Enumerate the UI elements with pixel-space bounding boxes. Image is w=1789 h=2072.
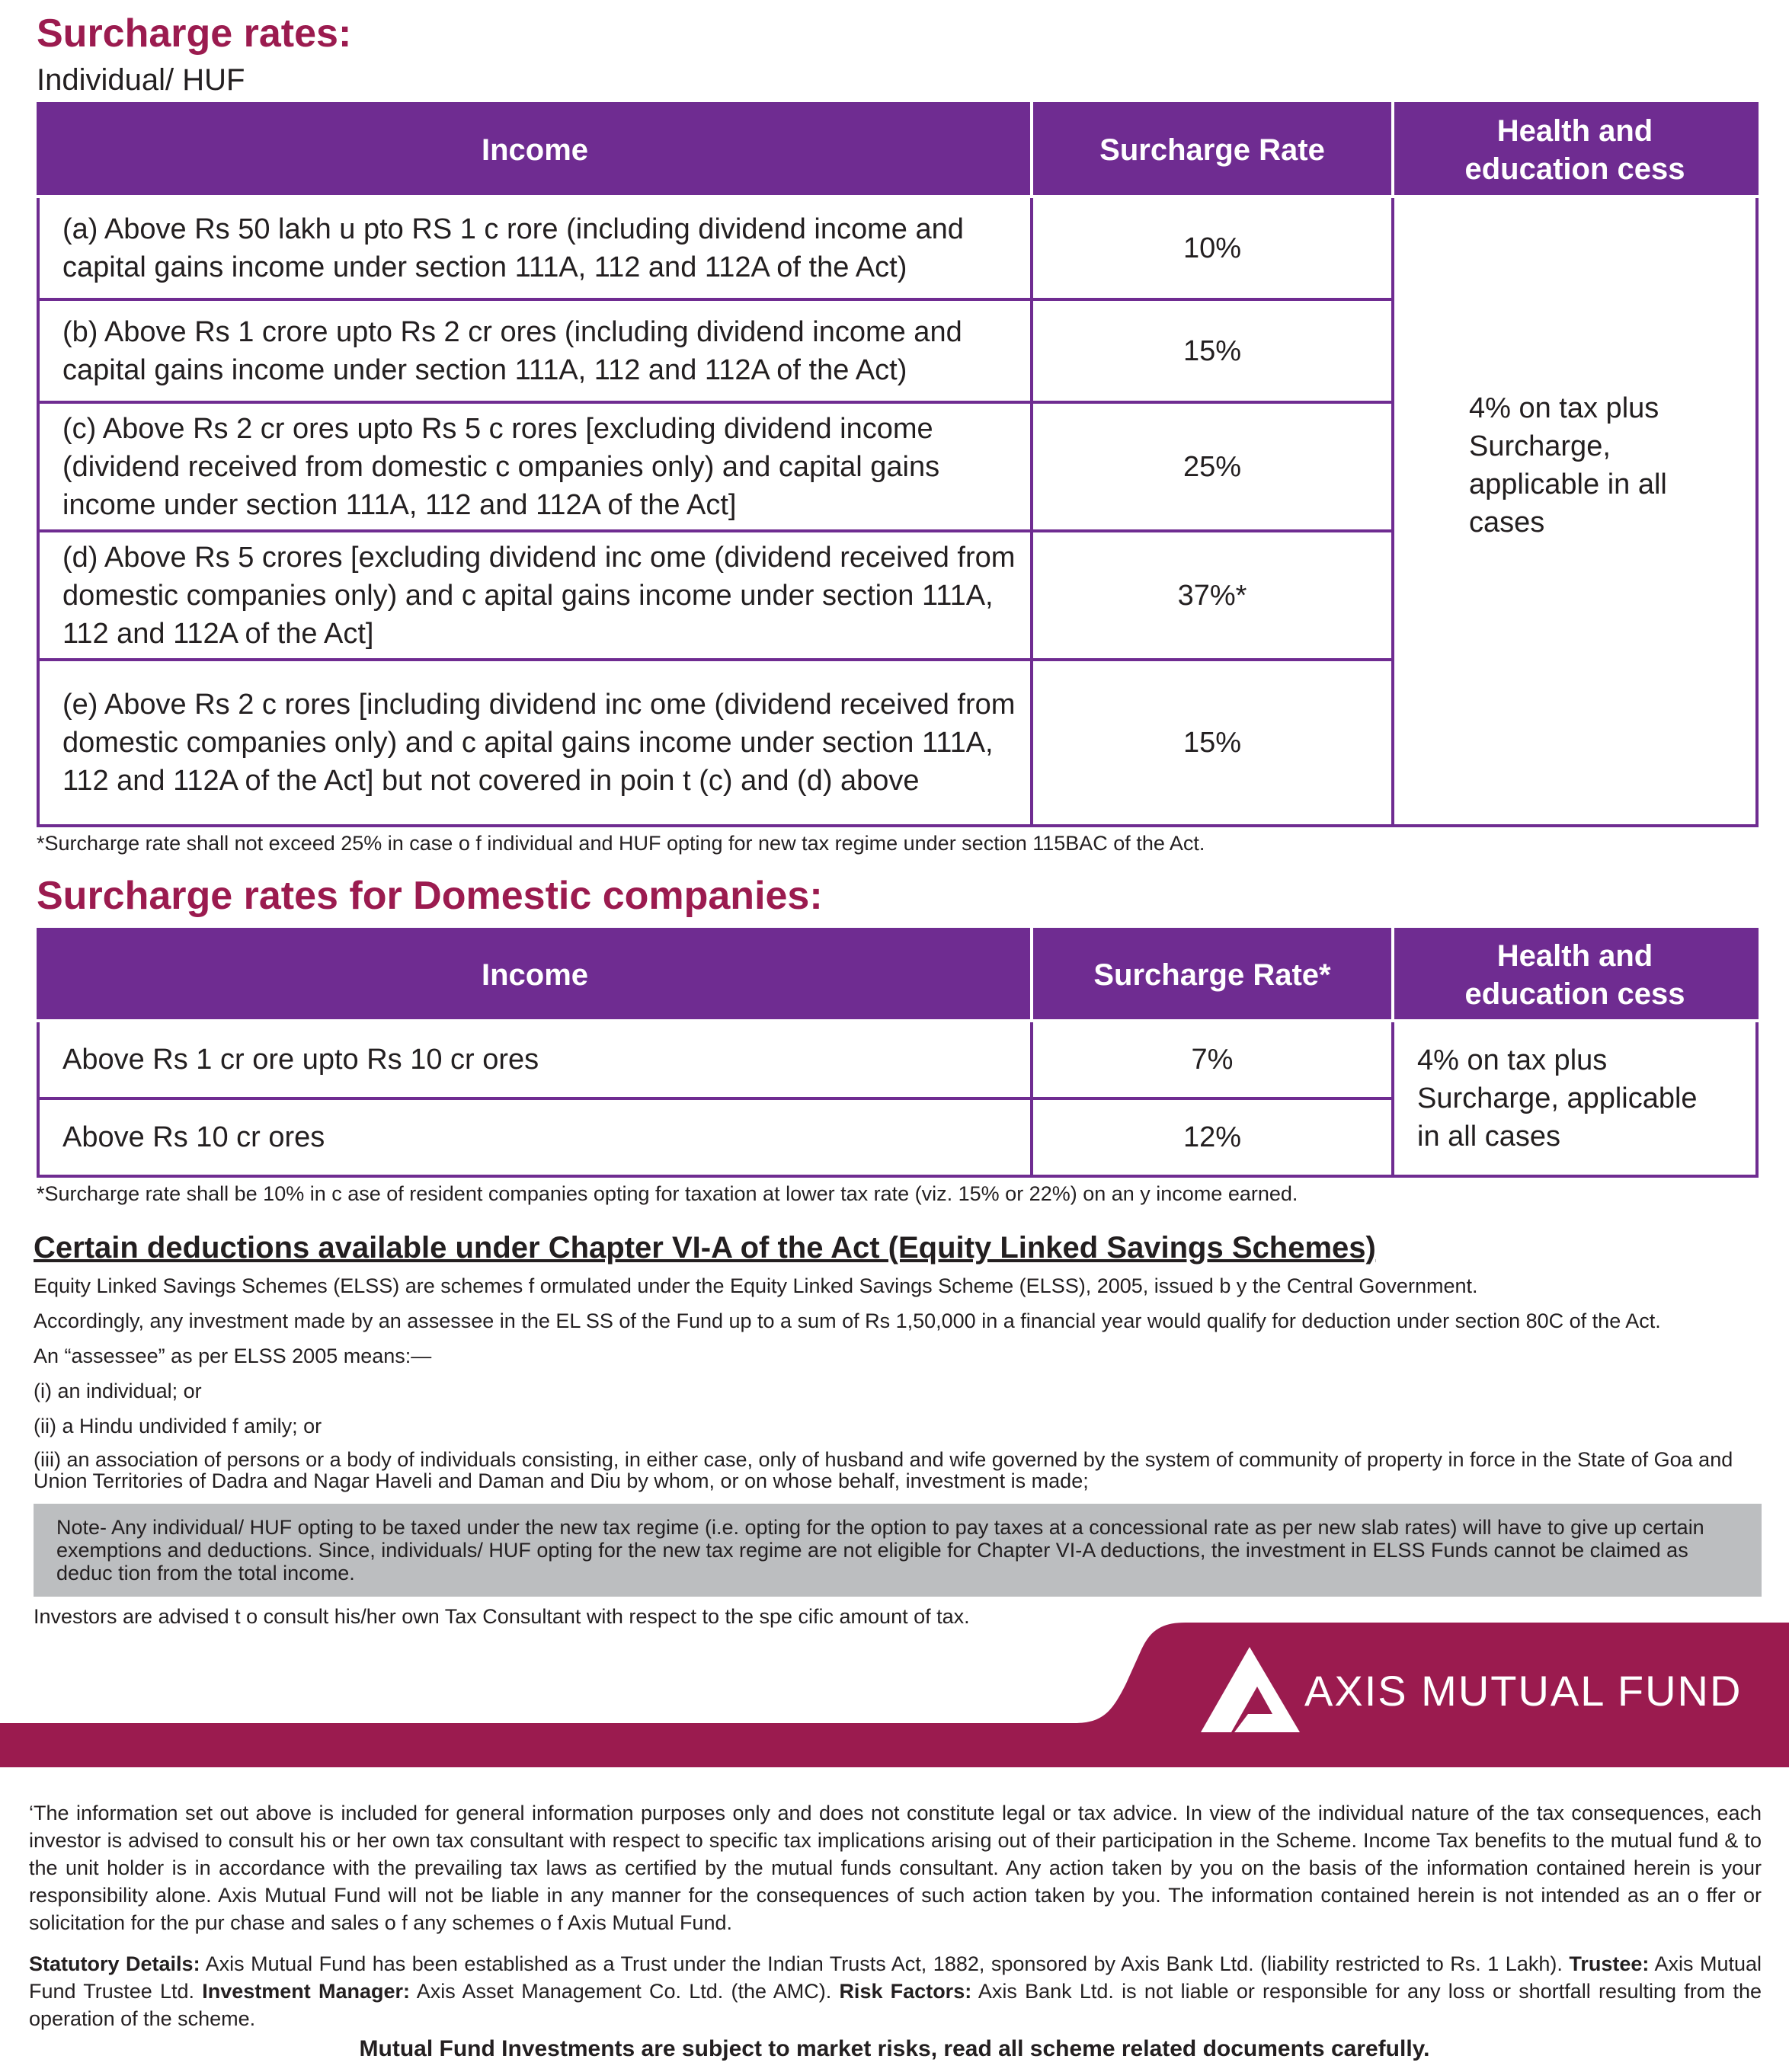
axis-logo-icon [1201,1647,1300,1738]
table-row-income: (d) Above Rs 5 crores [excluding dividend inc ome (dividend received from domestic companies only) and c apital gains income under section 111A, 112 and 112A of the Act] [38,531,1032,660]
manager-label: Investment Manager: [202,1980,411,2003]
header-cess: Health and education cess [1393,104,1757,197]
brand-logo-text: AXIS MUTUAL FUND [1304,1667,1743,1715]
table-row-income: (e) Above Rs 2 c rores [including dividend inc ome (dividend received from domestic companies only) and c apital gains income under section 111A, 112 and 112A of the Act] but not covered in poin t (c) and (d) above [38,660,1032,826]
risk-label: Risk Factors: [839,1980,972,2003]
table-row-income: (b) Above Rs 1 crore upto Rs 2 cr ores (including dividend income and capital gains income under section 111A, 112 and 112A of the Act) [38,299,1032,402]
header-surcharge-rate: Surcharge Rate* [1032,929,1393,1021]
table-row-rate: 37%* [1032,531,1393,660]
deductions-paragraph: An “assessee” as per ELSS 2005 means:— [34,1345,432,1367]
section2-footnote: *Surcharge rate shall be 10% in c ase of resident companies opting for taxation at lower tax rate (viz. 15% or 22%) on an y income earned. [37,1182,1298,1205]
table-row-rate: 25% [1032,402,1393,531]
trustee-text: Axis Mutual Fund Trustee Ltd. [29,1952,1762,2003]
table-row-rate: 10% [1032,197,1393,299]
deductions-paragraph: Equity Linked Savings Schemes (ELSS) are schemes f ormulated under the Equity Linked Savings Scheme (ELSS), 2005, issued b y the Central Government. [34,1274,1478,1297]
disclaimer-text: ‘The information set out above is included for general information purposes only and does not constitute legal or tax advice. In view of the individual nature of the tax consequences, each investor is advised to consult his or her own tax consultant with respect to specific tax implications arising out of their participation in the Scheme. Income Tax benefits to the mutual fund & to the unit holder is in accordance with the prevailing tax laws as certified by the mutual funds consultant. Any action taken by you on the basis of the information contained herein is your responsibility alone. Axis Mutual Fund will not be liable in any manner for the consequences of such action taken by you. The information contained herein is not intended as an o ffer or solicitation for the pur chase and sales o f any schemes o f Axis Mutual Fund. [29,1802,1762,1934]
tax-consultant-advice: Investors are advised t o consult his/her own Tax Consultant with respect to the spe cific amount of tax. [34,1605,970,1628]
statutory-text: Axis Mutual Fund has been established as a Trust under the Indian Trusts Act, 1882, sponsored by Axis Bank Ltd. (liability restricted to Rs. 1 Lakh). [200,1952,1570,1975]
risk-text: Axis Bank Ltd. is not liable or responsible for any loss or shortfall resulting from the operation of the scheme. [29,1980,1762,2030]
table-row-rate: 12% [1032,1098,1393,1176]
section1-subtitle: Individual/ HUF [37,63,245,97]
section1-title: Surcharge rates: [37,11,352,56]
new-regime-note: Note- Any individual/ HUF opting to be taxed under the new tax regime (i.e. opting for the option to pay taxes at a concessional rate as per new slab rates) will have to give up certain exemptions and deductions. Since, individuals/ HUF opting for the new tax regime are not eligible for Chapter VI-A deductions, the investment in ELSS Funds cannot be claimed as deduc tion from the total income. [34,1504,1762,1597]
market-risk-warning: Mutual Fund Investments are subject to market risks, read all scheme related documents carefully. [359,2036,1430,2061]
table-row-income: Above Rs 1 cr ore upto Rs 10 cr ores [38,1021,1032,1098]
deductions-paragraph: (ii) a Hindu undivided f amily; or [34,1415,322,1437]
deductions-paragraph: (i) an individual; or [34,1380,202,1402]
cess-cell: 4% on tax plus Surcharge, applicable in all cases [1393,1021,1757,1176]
deductions-title: Certain deductions available under Chapter VI-A of the Act (Equity Linked Savings Schemes) [34,1231,1376,1265]
statutory-label: Statutory Details: [29,1952,200,1975]
manager-text: Axis Asset Management Co. Ltd. (the AMC). [410,1980,840,2003]
deductions-paragraph: (iii) an association of persons or a body of individuals consisting, in either case, only of husband and wife governed by the system of community of property in force in the State of Goa and Union Territories of Dadra and Nagar Haveli and Daman and Diu by whom, or on whose behalf, investment is made; [34,1448,1733,1492]
table-row-rate: 7% [1032,1021,1393,1098]
header-surcharge-rate: Surcharge Rate [1032,104,1393,197]
table-row-rate: 15% [1032,299,1393,402]
header-income: Income [38,104,1032,197]
surcharge-table-domestic [37,928,1759,1178]
trustee-label: Trustee: [1569,1952,1650,1975]
header-cess: Health and education cess [1393,929,1757,1021]
deductions-paragraph: Accordingly, any investment made by an assessee in the EL SS of the Fund up to a sum of Rs 1,50,000 in a financial year would qualify for deduction under section 80C of the Act. [34,1309,1661,1332]
section2-title: Surcharge rates for Domestic companies: [37,874,823,918]
table-row-rate: 15% [1032,660,1393,826]
table-row-income: (a) Above Rs 50 lakh u pto RS 1 c rore (including dividend income and capital gains income under section 111A, 112 and 112A of the Act) [38,197,1032,299]
table-row-income: (c) Above Rs 2 cr ores upto Rs 5 c rores [excluding dividend income (dividend received from domestic c ompanies only) and capital gains income under section 111A, 112 and 112A of the Act] [38,402,1032,531]
table-row-income: Above Rs 10 cr ores [38,1098,1032,1176]
cess-cell: 4% on tax plus Surcharge, applicable in all cases [1393,197,1757,826]
surcharge-table-individual [37,102,1759,827]
section1-footnote: *Surcharge rate shall not exceed 25% in case o f individual and HUF opting for new tax regime under section 115BAC of the Act. [37,832,1205,855]
statutory-details [29,1950,1762,2032]
header-income: Income [38,929,1032,1021]
